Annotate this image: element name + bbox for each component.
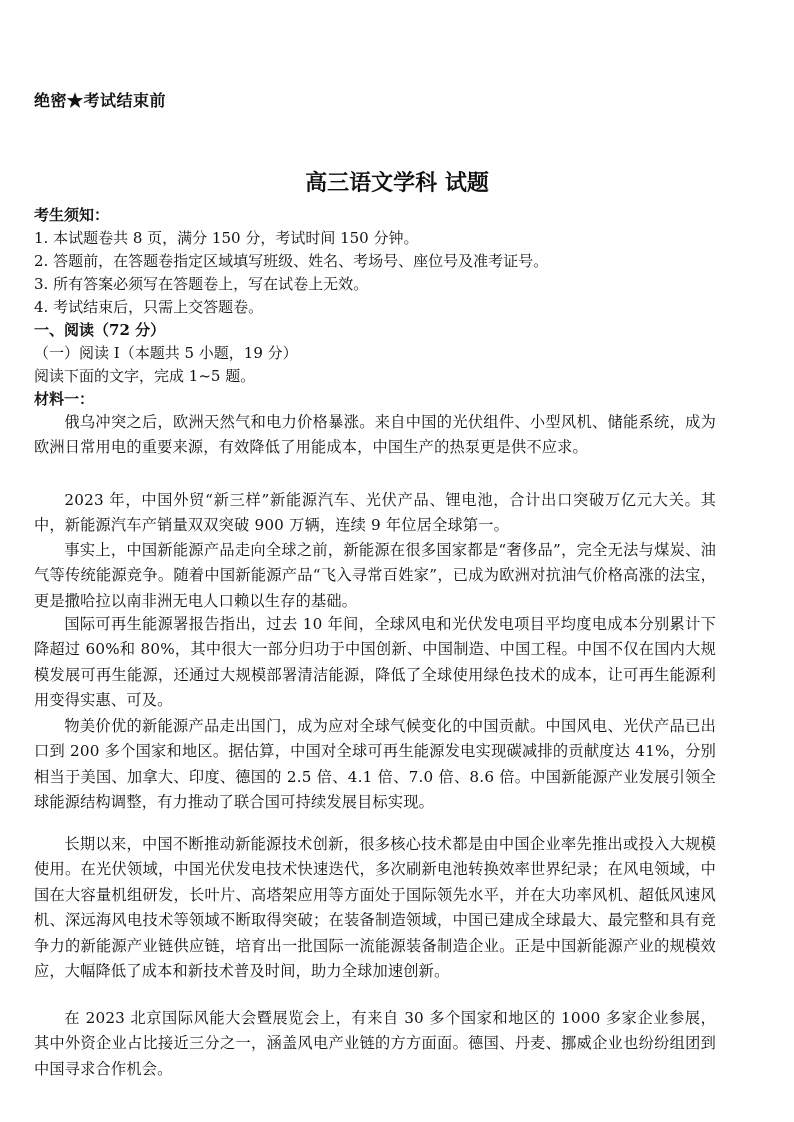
- paragraph: 事实上，中国新能源产品走向全球之前，新能源在很多国家都是“奢侈品”，完全无法与煤炭、油气等传统能源竞争。随着中国新能源产品“飞入寻常百姓家”，已成为欧洲对抗油气价格高涨的法宝，更是撒哈拉以南非洲无电人口赖以生存的基础。: [34, 541, 716, 610]
- reading-prompt: 阅读下面的文字，完成 1~5 题。: [34, 367, 256, 385]
- paragraph: 俄乌冲突之后，欧洲天然气和电力价格暴涨。来自中国的光伏组件、小型风机、储能系统，成为欧洲日常用电的重要来源，有效降低了用能成本，中国生产的热泵更是供不应求。: [34, 413, 716, 457]
- candidate-instructions: [34, 204, 714, 411]
- paragraph: 国际可再生能源署报告指出，过去 10 年间，全球风电和光伏发电项目平均度电成本分别累计下降超过 60%和 80%，其中很大一部分归功于中国创新、中国制造、中国工程。中国不仅在国内大规模发展可再生能源，还通过大规模部署清洁能源，降低了全球使用绿色技术的成本，让可再生能源利用变得实惠、可及。: [34, 615, 716, 710]
- instruction-item: 2. 答题前，在答题卷指定区域填写班级、姓名、考场号、座位号及准考证号。: [34, 252, 549, 270]
- section-heading: 一、阅读（72 分）: [34, 321, 166, 339]
- paragraph: 物美价优的新能源产品走出国门，成为应对全球气候变化的中国贡献。中国风电、光伏产品已出口到 200 多个国家和地区。据估算，中国对全球可再生能源发电实现碳减排的贡献度达 41%，分别相当于美国、加拿大、印度、德国的 2.5 倍、4.1 倍、7.0 倍、8.6 倍。中国新能源产业发展引领全球能源结构调整，有力推动了联合国可持续发展目标实现。: [34, 717, 716, 812]
- confidential-label: 绝密★考试结束前: [34, 91, 167, 110]
- instruction-item: 1. 本试题卷共 8 页，满分 150 分，考试时间 150 分钟。: [34, 229, 419, 247]
- paragraph: 长期以来，中国不断推动新能源技术创新，很多核心技术都是由中国企业率先推出或投入大规模使用。在光伏领域，中国光伏发电技术快速迭代，多次刷新电池转换效率世界纪录；在风电领域，中国在大容量机组研发，长叶片、高塔架应用等方面处于国际领先水平，并在大功率风机、超低风速风机、深远海风电技术等领域不断取得突破；在装备制造领域，中国已建成全球最大、最完整和具有竞争力的新能源产业链供应链，培育出一批国际一流能源装备制造企业。正是中国新能源产业的规模效应，大幅降低了成本和新技术普及时间，助力全球加速创新。: [34, 835, 716, 981]
- instruction-item: 3. 所有答案必须写在答题卷上，写在试卷上无效。: [34, 275, 369, 293]
- material-label: 材料一：: [34, 390, 95, 408]
- instruction-item: 4. 考试结束后，只需上交答题卷。: [34, 298, 264, 316]
- exam-title: 高三语文学科 试题: [305, 170, 489, 196]
- instructions-heading: 考生须知：: [34, 206, 110, 224]
- paragraph: 2023 年，中国外贸“新三样”新能源汽车、光伏产品、锂电池，合计出口突破万亿元大关。其中，新能源汽车产销量双双突破 900 万辆，连续 9 年位居全球第一。: [34, 491, 716, 535]
- section-subheading: （一）阅读 I（本题共 5 小题，19 分）: [34, 344, 298, 362]
- paragraph: 在 2023 北京国际风能大会暨展览会上，有来自 30 多个国家和地区的 1000 多家企业参展，其中外资企业占比接近三分之一，涵盖风电产业链的方方面面。德国、丹麦、挪威企业也纷纷组团到中国寻求合作机会。: [34, 1009, 716, 1078]
